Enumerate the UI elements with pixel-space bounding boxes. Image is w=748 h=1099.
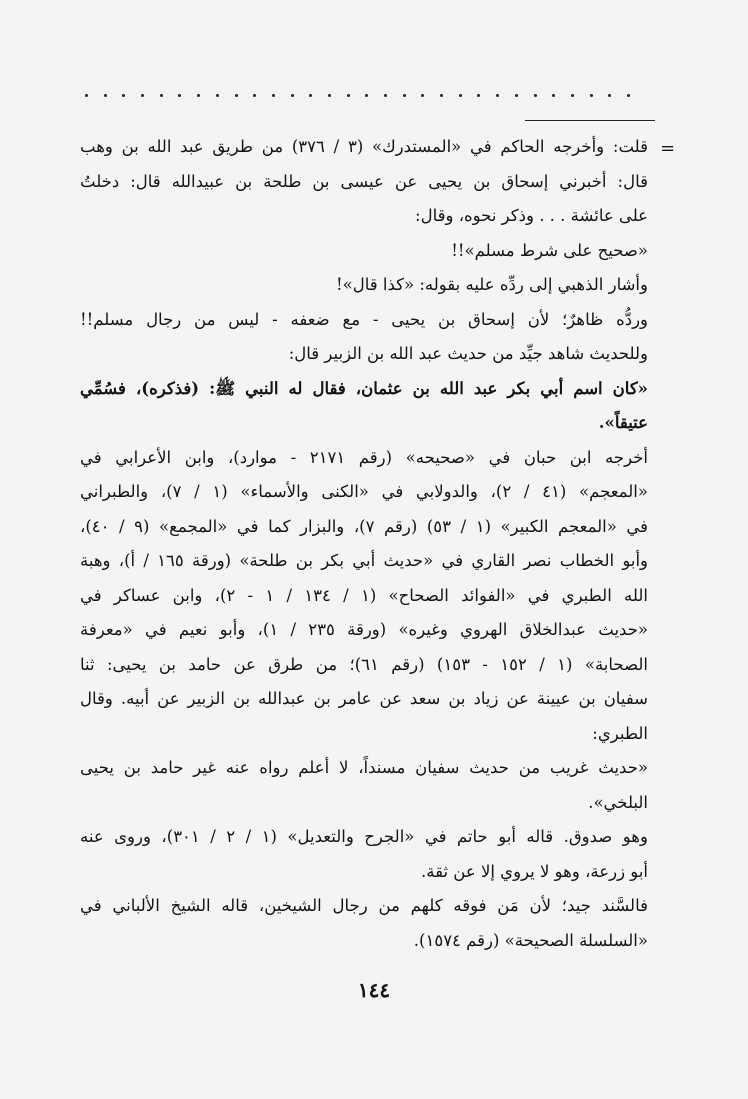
- quote-line: «حديث غريب من حديث سفيان مسنداً، لا أعلم رواه عنه غير حامد بن يحيى: [80, 758, 648, 777]
- text-line: قال: أخبرني إسحاق بن يحيى عن عيسى بن طلحة بن عبيدالله قال: دخلتُ: [80, 171, 648, 191]
- text-line: وردُّه ظاهرٌ؛ لأن إسحاق بن يحيى - مع ضعفه - ليس من رجال مسلم!!: [80, 309, 648, 329]
- text-line: أبو زرعة، وهو لا يروي إلا عن ثقة.: [421, 861, 648, 881]
- text-line: الصحابة» (١ / ١٥٢ - ١٥٣) (رقم ٦١)؛ من طرق عن حامد بن يحيى: ثنا: [80, 654, 648, 674]
- page-body: [80, 130, 648, 958]
- text-line: أخرجه ابن حبان في «صحيحه» (رقم ٢١٧١ - موارد)، وابن الأعرابي في: [80, 447, 648, 467]
- text-line: «المعجم» (٤١ / ٢)، والدولابي في «الكنى والأسماء» (١ / ٧)، والطبراني: [80, 482, 648, 501]
- quote-line: البلخي».: [588, 792, 648, 812]
- page-number: ١٤٤: [357, 978, 391, 1002]
- text-line: الطبري:: [592, 723, 648, 743]
- text-line: سفيان بن عيينة عن زياد بن سعد عن عامر بن عبدالله بن الزبير عن أبيه. وقال: [80, 689, 648, 708]
- text-line: «السلسلة الصحيحة» (رقم ١٥٧٤).: [413, 930, 648, 950]
- text-line: على عائشة . . . وذكر نحوه، وقال:: [415, 206, 648, 225]
- header-dotted-line: [85, 88, 630, 102]
- text-line: وهو صدوق. قاله أبو حاتم في «الجرح والتعديل» (١ / ٢ / ٣٠١)، وروى عنه: [80, 827, 648, 846]
- text-line: فالسَّند جيد؛ لأن مَن فوقه كلهم من رجال الشيخين، قاله الشيخ الألباني في: [80, 896, 648, 915]
- text-line: وأشار الذهبي إلى ردِّه عليه بقوله: «كذا قال»!: [336, 275, 648, 294]
- hadith-text-line: «كان اسم أبي بكر عبد الله بن عثمان، فقال له النبي ﷺ: (فذكره)، فسُمِّي: [80, 378, 648, 398]
- quote-line: «صحيح على شرط مسلم»!!: [451, 240, 648, 260]
- text-line: وأبو الخطاب نصر القاري في «حديث أبي بكر بن طلحة» (ورقة ١٦٥ / أ)، وهبة: [80, 551, 648, 570]
- margin-mark: =: [660, 138, 676, 159]
- header-rule: [525, 120, 655, 121]
- text-line: الله الطبري في «الفوائد الصحاح» (١ / ١٣٤ / ١ - ٢)، وابن عساكر في: [80, 585, 648, 605]
- hadith-text-line: عتيقاً».: [598, 413, 648, 432]
- text-line: في «المعجم الكبير» (١ / ٥٣) (رقم ٧)، والبزار كما في «المجمع» (٩ / ٤٠)،: [80, 516, 648, 536]
- text-line: وللحديث شاهد جيِّد من حديث عبد الله بن الزبير قال:: [288, 344, 648, 363]
- text-line: قلت: وأخرجه الحاكم في «المستدرك» (٣ / ٣٧٦) من طريق عبد الله بن وهب: [80, 137, 648, 156]
- text-line: «حديث عبدالخلاق الهروي وغيره» (ورقة ٢٣٥ / ١)، وأبو نعيم في «معرفة: [80, 620, 648, 639]
